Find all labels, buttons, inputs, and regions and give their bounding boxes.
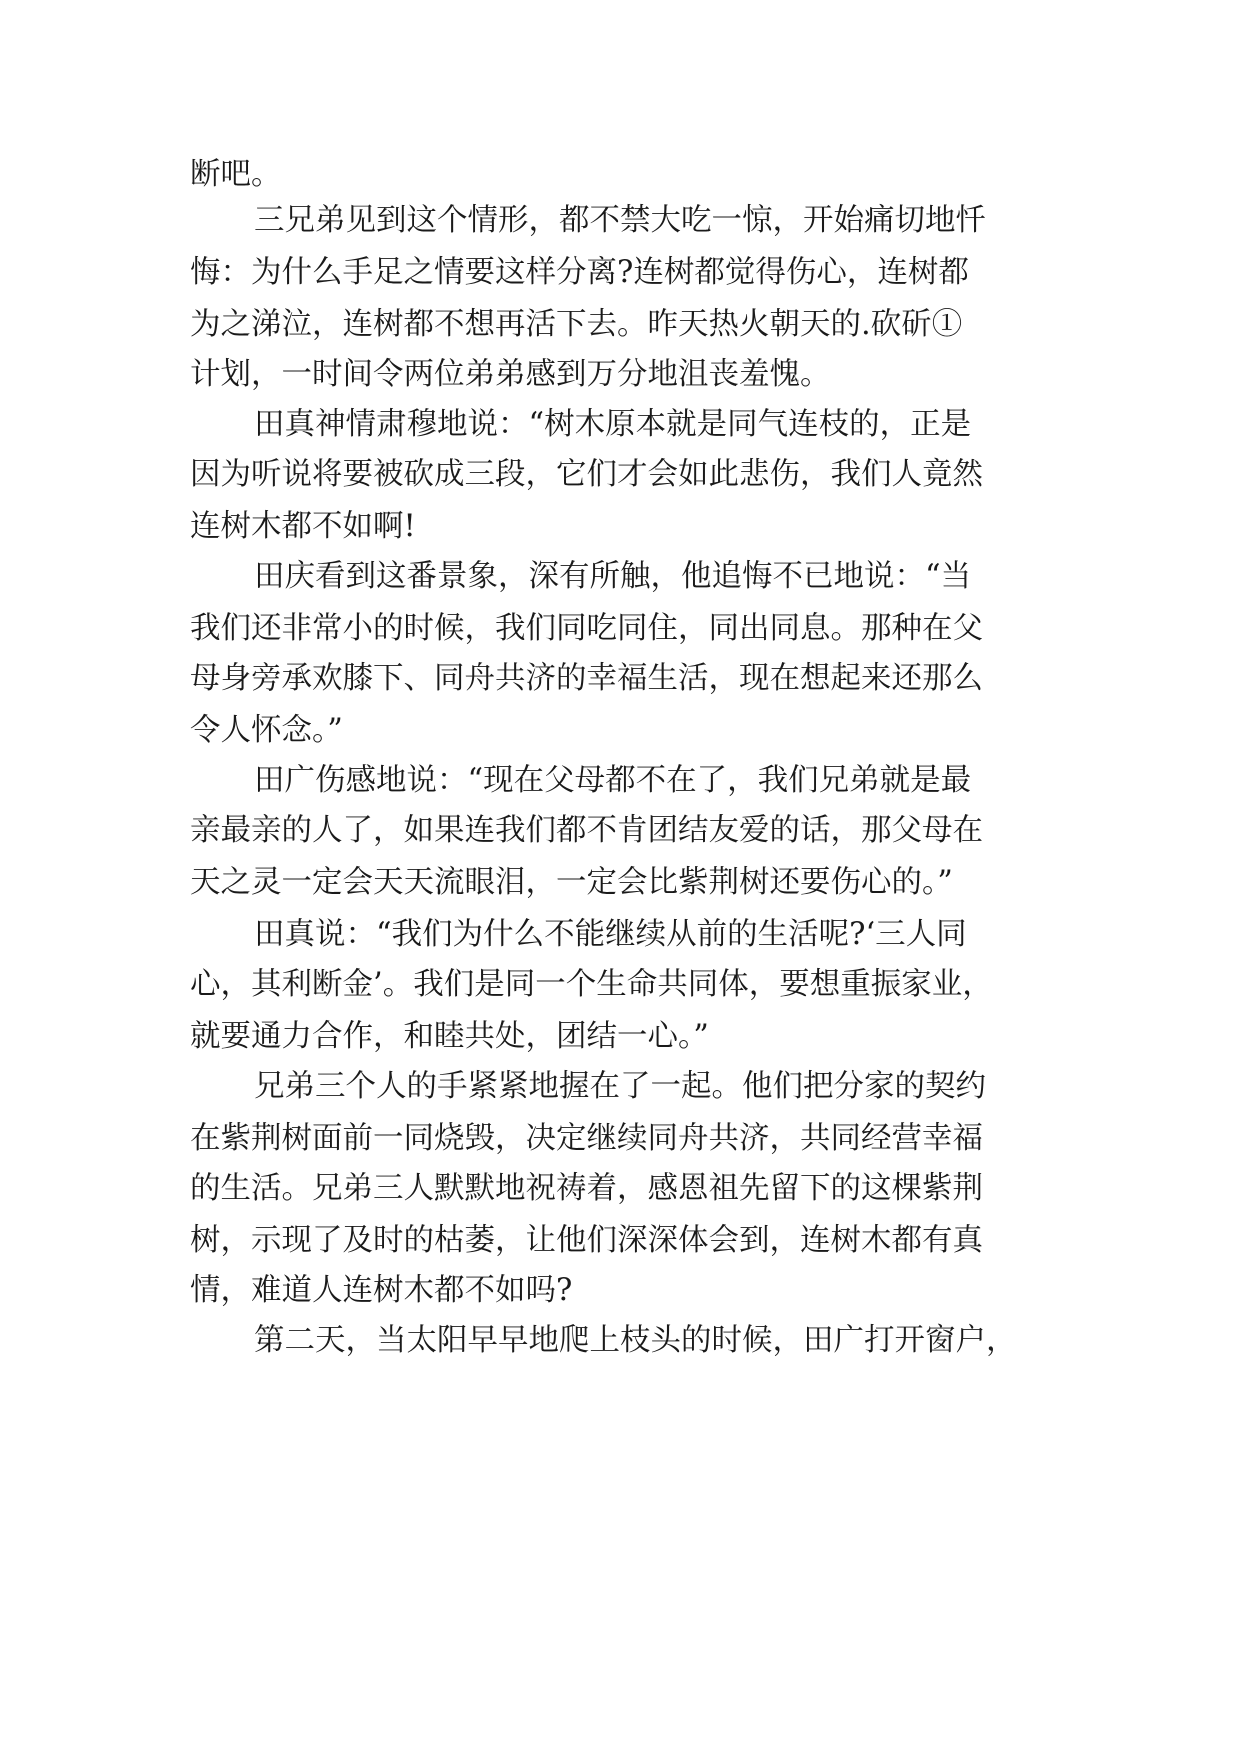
text-line: 树，示现了及时的枯萎，让他们深深体会到，连树木都有真 (190, 1223, 983, 1258)
text-line: 因为听说将要被砍成三段，它们才会如此悲伤，我们人竟然 (190, 457, 983, 492)
text-line: 的生活。兄弟三人默默地祝祷着，感恩祖先留下的这棵紫荆 (190, 1171, 983, 1206)
text-line: 田真神情肃穆地说：“树木原本就是同气连枝的，正是 (254, 407, 972, 442)
text-line: 兄弟三个人的手紧紧地握在了一起。他们把分家的契约 (254, 1069, 986, 1104)
text-line: 断吧。 (190, 157, 282, 192)
text-line: 在紫荆树面前一同烧毁，决定继续同舟共济，共同经营幸福 (190, 1121, 983, 1156)
text-line: 亲最亲的人了，如果连我们都不肯团结友爱的话，那父母在 (190, 813, 983, 848)
text-line: 天之灵一定会天天流眼泪，一定会比紫荆树还要伤心的。” (190, 865, 953, 900)
text-line: 情，难道人连树木都不如吗? (190, 1273, 573, 1308)
text-line: 令人怀念。” (190, 713, 343, 748)
text-line: 心，其利断金’。我们是同一个生命共同体，要想重振家业， (190, 967, 993, 1002)
text-line: 三兄弟见到这个情形，都不禁大吃一惊，开始痛切地忏 (254, 203, 986, 238)
text-line: 为之涕泣，连树都不想再活下去。昨天热火朝天的.砍斫① (190, 307, 963, 342)
text-line: 悔：为什么手足之情要这样分离?连树都觉得伤心，连树都 (190, 255, 969, 290)
text-line: 田庆看到这番景象，深有所触，他追悔不已地说：“当 (254, 559, 972, 594)
text-line: 就要通力合作，和睦共处，团结一心。” (190, 1019, 709, 1054)
text-line: 田真说：“我们为什么不能继续从前的生活呢?‘三人同 (254, 917, 967, 952)
text-line: 连树木都不如啊! (190, 509, 416, 544)
text-line: 我们还非常小的时候，我们同吃同住，同出同息。那种在父 (190, 611, 983, 646)
text-line: 计划，一时间令两位弟弟感到万分地沮丧羞愧。 (190, 357, 831, 392)
text-line: 母身旁承欢膝下、同舟共济的幸福生活，现在想起来还那么 (190, 661, 983, 696)
text-line: 第二天，当太阳早早地爬上枝头的时候，田广打开窗户， (254, 1323, 1017, 1358)
text-line: 田广伤感地说：“现在父母都不在了，我们兄弟就是最 (254, 763, 972, 798)
